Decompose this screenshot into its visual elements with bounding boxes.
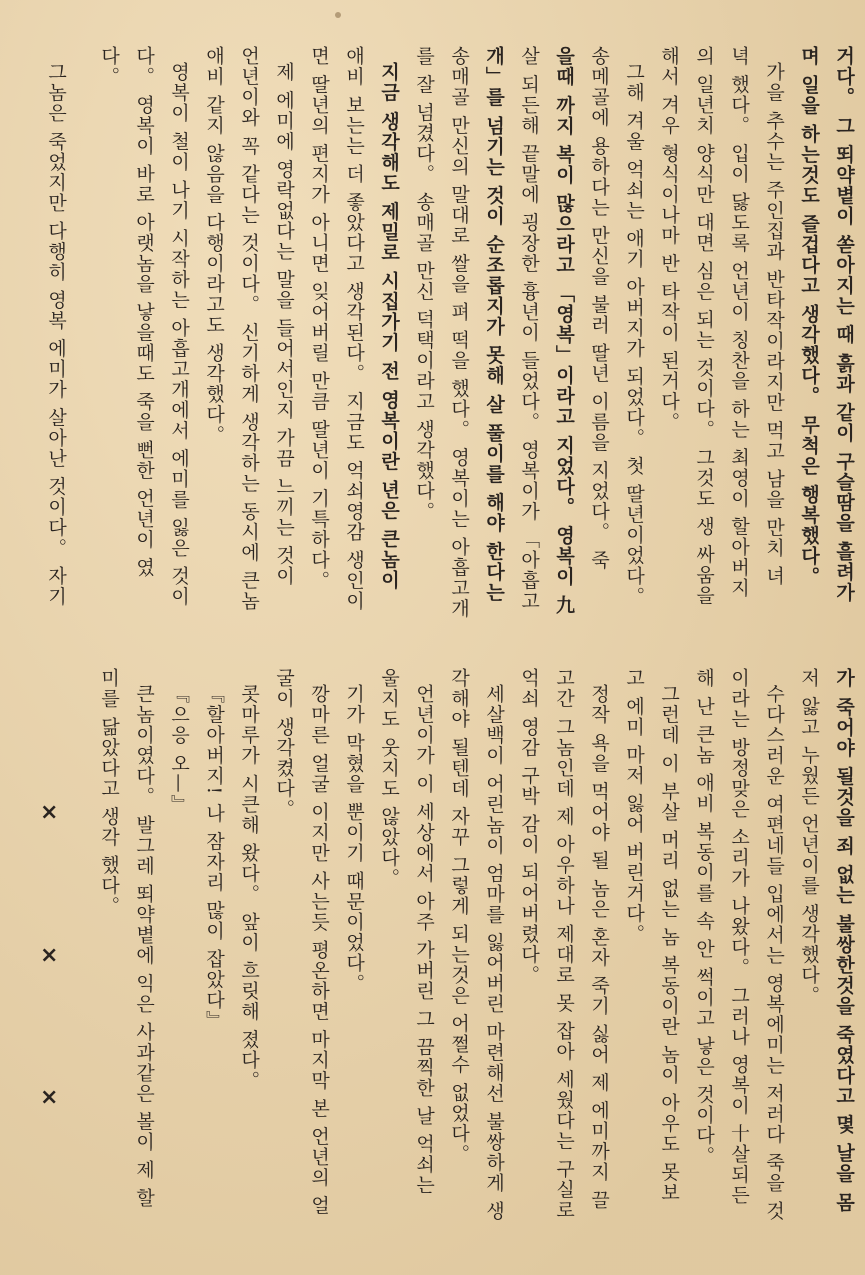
text-column: 굴이 생각켰다。 bbox=[273, 668, 295, 820]
text-column: 애비 같지 않음을 다행이라고도 생각했다。 bbox=[203, 46, 225, 446]
text-column: 영복이 철이 나기 시작하는 아흡고개에서 에미를 잃은 것이 bbox=[168, 62, 190, 607]
section-break-mark: × bbox=[40, 943, 59, 968]
text-column: 을때 까지 복이 많으라고 「영복」이라고 지었다。 영복이 九 bbox=[553, 46, 575, 616]
section-break-mark: × bbox=[40, 1085, 59, 1110]
text-column: 가을 추수는 주인집과 반타작이라지만 먹고 남을 만치 녀 bbox=[763, 62, 785, 587]
text-column: 그런데 이 부살 머리 없는 놈 복동이란 놈이 아우도 못보 bbox=[658, 684, 680, 1203]
text-column: 언년이가 이 세상에서 아주 가버린 그 끔찍한 날 억쇠는 bbox=[413, 684, 435, 1196]
section-break-mark: × bbox=[40, 800, 59, 825]
text-column: 울지도 웃지도 않았다。 bbox=[378, 668, 400, 889]
text-column: 수다스러운 여편네들 입에서는 영복에미는 저러다 죽을 것 bbox=[763, 684, 785, 1222]
text-column: 며 일을 하는것도 즐겁다고 생각했다。 무척은 행복했다。 bbox=[798, 46, 820, 587]
text-column: 『으응 오—』 bbox=[168, 684, 190, 815]
text-column: 개」를 넘기는 것이 순조롭지가 못해 살 풀이를 해야 한다는 bbox=[483, 46, 505, 603]
text-column: 의 일년치 양식만 대면 심은 되는 것이다。 그것도 생 싸움을 bbox=[693, 46, 715, 606]
text-column: 세살백이 어린놈이 엄마를 잃어버린 마련해선 불쌍하게 생 bbox=[483, 684, 505, 1222]
text-column: 다。 영복이 바로 아랫놈을 낳을때도 죽을 뻔한 언년이 였 bbox=[133, 46, 155, 578]
text-column: 지금 생각해도 제밀로 시집가기 전 영복이란 년은 큰놈이 bbox=[378, 62, 400, 591]
text-column: 송메골에 용하다는 만신을 불러 딸년 이름을 지었다。 죽 bbox=[588, 46, 610, 571]
text-column: 제 에미에 영락없다는 말을 들어서인지 가끔 느끼는 것이 bbox=[273, 62, 295, 587]
text-column: 고 에미 마저 잃어 버린거다。 bbox=[623, 668, 645, 945]
text-column: 면 딸년의 편지가 아니면 잊어버릴 만큼 딸년이 기특하다。 bbox=[308, 46, 330, 591]
text-column: 그놈은 죽었지만 다행히 영복 에미가 살아난 것이다。 자기 bbox=[45, 62, 67, 607]
text-column: 그해 겨울 억쇠는 애기 아버지가 되었다。 첫 딸년이었다。 bbox=[623, 62, 645, 607]
text-column: 콧마루가 시큰해 왔다。 앞이 흐릿해 졌다。 bbox=[238, 684, 260, 1091]
text-column: 거다。 그 뙤약볕이 쏟아지는 때 흙과 같이 구슬땀을 흘려가 bbox=[833, 46, 855, 603]
text-column: 깡마른 얼굴 이지만 사는듯 평온하면 마지막 본 언년의 얼 bbox=[308, 684, 330, 1216]
text-column: 정작 욕을 먹어야 될 놈은 혼자 죽기 싫어 제 에미까지 끌 bbox=[588, 684, 610, 1211]
text-column: 송매골 만신의 말대로 쌀을 펴 떡을 했다。 영복이는 아흡고개 bbox=[448, 46, 470, 619]
text-column: 이라는 방정맞은 소리가 나왔다。 그러나 영복이 十살되든 bbox=[728, 668, 750, 1206]
text-column: 『할아버지! 나 잠자리 많이 잡았다』 bbox=[203, 684, 225, 1031]
text-column: 언년이와 꼭 같다는 것이다。 신기하게 생각하는 동시에 큰놈 bbox=[238, 46, 260, 612]
text-column: 살 되든해 끝말에 굉장한 흉년이 들었다。 영복이가 「아흡고 bbox=[518, 46, 540, 612]
text-column: 해 난 큰놈 애비 복동이를 속 안 썩이고 낳은 것이다。 bbox=[693, 668, 715, 1167]
text-column: 애비 보는는 더 좋았다고 생각된다。 지금도 억쇠영감 생인이 bbox=[343, 46, 365, 612]
text-column: 다。 bbox=[98, 46, 120, 87]
text-column: 저 앓고 누웠든 언년이를 생각했다。 bbox=[798, 668, 820, 1006]
text-column: 억쇠 영감 구박 감이 되어버렸다。 bbox=[518, 668, 540, 986]
text-column: 큰놈이였다。 발그레 뙤약볕에 익은 사과같은 볼이 제 할 bbox=[133, 684, 155, 1209]
text-column: 각해야 될텐데 자꾸 그렇게 되는것은 어쩔수 없었다。 bbox=[448, 668, 470, 1165]
text-column: 가 죽어야 될것을 죄 없는 불쌍한것을 죽였다고 몇 날을 몸 bbox=[833, 668, 855, 1213]
text-column: 기가 막혔을 뿐이기 때문이었다。 bbox=[343, 684, 365, 994]
paper-spot bbox=[335, 12, 341, 18]
text-column: 녁 했다。 입이 닳도록 언년이 칭찬을 하는 최영이 할아버지 bbox=[728, 46, 750, 599]
text-column: 고간 그놈인데 제 아우하나 제대로 못 잡아 세웠다는 구실로 bbox=[553, 668, 575, 1221]
text-column: 미를 닮았다고 생각 했다。 bbox=[98, 668, 120, 917]
text-column: 해서 겨우 형식이나마 반 타작이 된거다。 bbox=[658, 46, 680, 433]
text-column: 를 잘 넘겼다。 송매골 만신 덕택이라고 생각했다。 bbox=[413, 46, 435, 522]
